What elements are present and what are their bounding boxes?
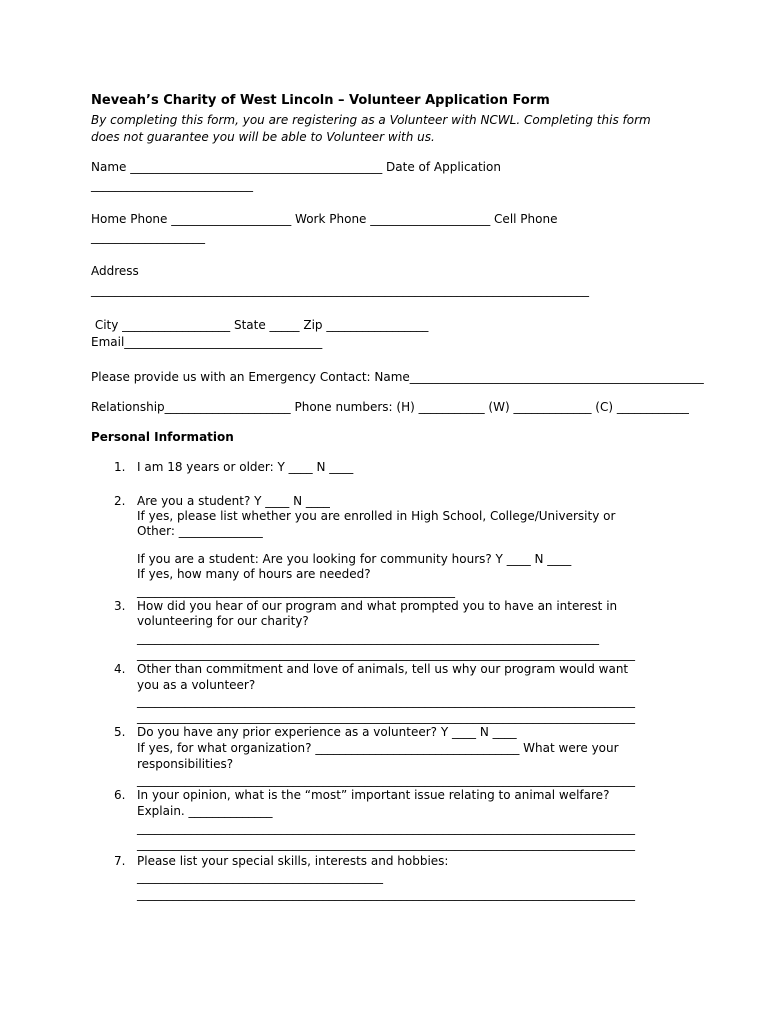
question-5-answer-line[interactable]: ___________________________________________________________________________________ xyxy=(137,773,635,787)
question-5-number: 5. xyxy=(114,725,126,739)
question-3-line-1: How did you hear of our program and what prompted you to have an interest in xyxy=(137,599,618,613)
question-2-line-3[interactable]: Other: ______________ xyxy=(137,524,263,538)
question-1-number: 1. xyxy=(114,460,126,474)
question-2-line-1[interactable]: Are you a student? Y ____ N ____ xyxy=(137,494,330,508)
question-6-answer-line-1[interactable]: ___________________________________________________________________________________ xyxy=(137,821,635,835)
question-3-answer-line-2[interactable]: ___________________________________________________________________________________ xyxy=(137,647,635,661)
relationship-phone-fields[interactable]: Relationship_____________________ Phone numbers: (H) ___________ (W) _____________ (C) ____________ xyxy=(91,400,689,414)
address-label: Address xyxy=(91,264,139,278)
question-6-line-2[interactable]: Explain. ______________ xyxy=(137,804,273,818)
question-1-text[interactable]: I am 18 years or older: Y ____ N ____ xyxy=(137,460,354,474)
phone-fields[interactable]: Home Phone ____________________ Work Phone ____________________ Cell Phone xyxy=(91,212,558,226)
question-5-line-1[interactable]: Do you have any prior experience as a volunteer? Y ____ N ____ xyxy=(137,725,517,739)
question-3-answer-line-1[interactable]: _____________________________________________________________________________ xyxy=(137,631,599,645)
question-4-number: 4. xyxy=(114,662,126,676)
question-4-line-1: Other than commitment and love of animals, tell us why our program would want xyxy=(137,662,629,676)
question-6-number: 6. xyxy=(114,788,126,802)
question-3-number: 3. xyxy=(114,599,126,613)
date-of-application-line[interactable]: ___________________________ xyxy=(91,178,253,192)
cell-phone-line[interactable]: ___________________ xyxy=(91,230,205,244)
question-7-answer-line-2[interactable]: ___________________________________________________________________________________ xyxy=(137,887,635,901)
question-2-line-2: If yes, please list whether you are enrolled in High School, College/University or xyxy=(137,509,616,523)
question-7-number: 7. xyxy=(114,854,126,868)
intro-line-1: By completing this form, you are registering as a Volunteer with NCWL. Completing this form xyxy=(91,113,651,127)
question-2-line-4[interactable]: If you are a student: Are you looking for community hours? Y ____ N ____ xyxy=(137,552,572,566)
city-state-zip-fields[interactable]: City __________________ State _____ Zip _________________ xyxy=(91,318,429,332)
personal-information-heading: Personal Information xyxy=(91,430,234,444)
question-7-line-1: Please list your special skills, interests and hobbies: xyxy=(137,854,449,868)
question-4-answer-line-1[interactable]: ___________________________________________________________________________________ xyxy=(137,694,635,708)
question-4-answer-line-2[interactable]: ___________________________________________________________________________________ xyxy=(137,710,635,724)
question-2-hours-line[interactable]: _____________________________________________________ xyxy=(137,584,455,598)
question-3-line-2: volunteering for our charity? xyxy=(137,614,309,628)
question-5-line-3: responsibilities? xyxy=(137,757,234,771)
intro-line-2: does not guarantee you will be able to Volunteer with us. xyxy=(91,130,435,144)
address-line[interactable]: ___________________________________________________________________________________ xyxy=(91,283,589,297)
email-field[interactable]: Email_________________________________ xyxy=(91,335,323,349)
question-5-line-2[interactable]: If yes, for what organization? __________________________________ What were your xyxy=(137,741,619,755)
question-2-line-5: If yes, how many of hours are needed? xyxy=(137,567,371,581)
question-6-line-1: In your opinion, what is the “most” important issue relating to animal welfare? xyxy=(137,788,610,802)
form-title: Neveah’s Charity of West Lincoln – Volunteer Application Form xyxy=(91,93,550,108)
question-7-answer-line-1[interactable]: _________________________________________ xyxy=(137,870,383,884)
question-4-line-2: you as a volunteer? xyxy=(137,678,256,692)
emergency-contact-field[interactable]: Please provide us with an Emergency Contact: Name_________________________________________________ xyxy=(91,370,704,384)
question-6-answer-line-2[interactable]: ___________________________________________________________________________________ xyxy=(137,837,635,851)
question-2-number: 2. xyxy=(114,494,126,508)
name-date-field[interactable]: Name __________________________________________ Date of Application xyxy=(91,160,501,174)
